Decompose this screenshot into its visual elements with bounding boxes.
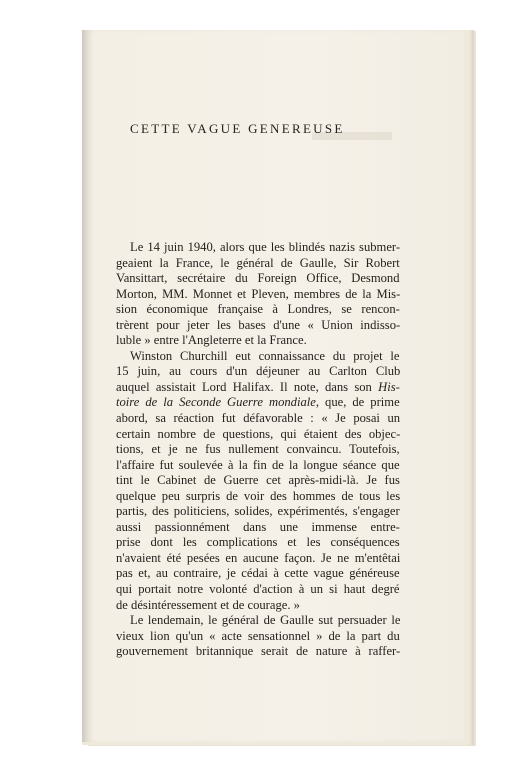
text-line: Morton, MM. Monnet et Pleven, membres de la Mis- (116, 286, 401, 301)
text-line: qui portait notre volonté d'action à un si haut degré (116, 582, 400, 597)
text-line: toire de la Seconde Guerre mondiale, que, de prime (116, 395, 400, 410)
text-line: Le 14 juin 1940, alors que les blindés nazis submer- (130, 240, 401, 254)
text-line: Le lendemain, le général de Gaulle sut persuader le (130, 613, 401, 628)
text-line: prise dont les complications et les conséquences (116, 535, 400, 550)
text-line: vieux lion qu'un « acte sensationnel » de la part du (116, 628, 400, 643)
text-line: certain nombre de questions, qui étaient des objec- (116, 426, 401, 441)
text-line: gouvernement britannique serait de nature à raffer- (116, 644, 401, 659)
text-line: partis, des politiciens, solides, expérimentés, s'engager (116, 504, 400, 519)
text-line: pas et, au contraire, je cédai à cette vague généreuse (116, 566, 400, 581)
text-line: aussi passionnément dans une immense entre- (116, 519, 400, 534)
text-line: geaient la France, le général de Gaulle, Sir Robert (116, 255, 400, 270)
chapter-heading: CETTE VAGUE GENEREUSE (130, 121, 345, 136)
text-line: tions, et je ne fus nullement convaincu. Toutefois, (116, 442, 400, 457)
text-line: Vansittart, secrétaire du Foreign Office, Desmond (116, 271, 400, 286)
body-text (116, 240, 400, 660)
text-line: quelque peu surpris de voir des hommes de tous les (116, 488, 401, 503)
text-line: 15 juin, au cours d'un déjeuner au Carlton Club (116, 364, 401, 379)
text-line: sion économique française à Londres, se rencon- (116, 302, 400, 317)
text-line: tint le Cabinet de Guerre cet après-midi-là. Je fus (116, 473, 400, 488)
text-line: auquel assistait Lord Halifax. Il note, dans son His- (116, 379, 400, 394)
text-line: l'affaire fut soulevée à la fin de la longue séance que (116, 457, 400, 472)
text-line: luble » entre l'Angleterre et la France. (116, 333, 307, 348)
text-line: de désintéressement et de courage. » (116, 597, 300, 612)
text-line: n'avaient été pesées en aucune façon. Je ne m'entêtai (116, 550, 401, 565)
text-line: abord, sa réaction fut défavorable : « Je posai un (116, 411, 401, 426)
text-line: trèrent pour jeter les bases d'une « Union indisso- (116, 317, 401, 332)
text-line: Winston Churchill eut connaissance du projet le (130, 348, 400, 363)
